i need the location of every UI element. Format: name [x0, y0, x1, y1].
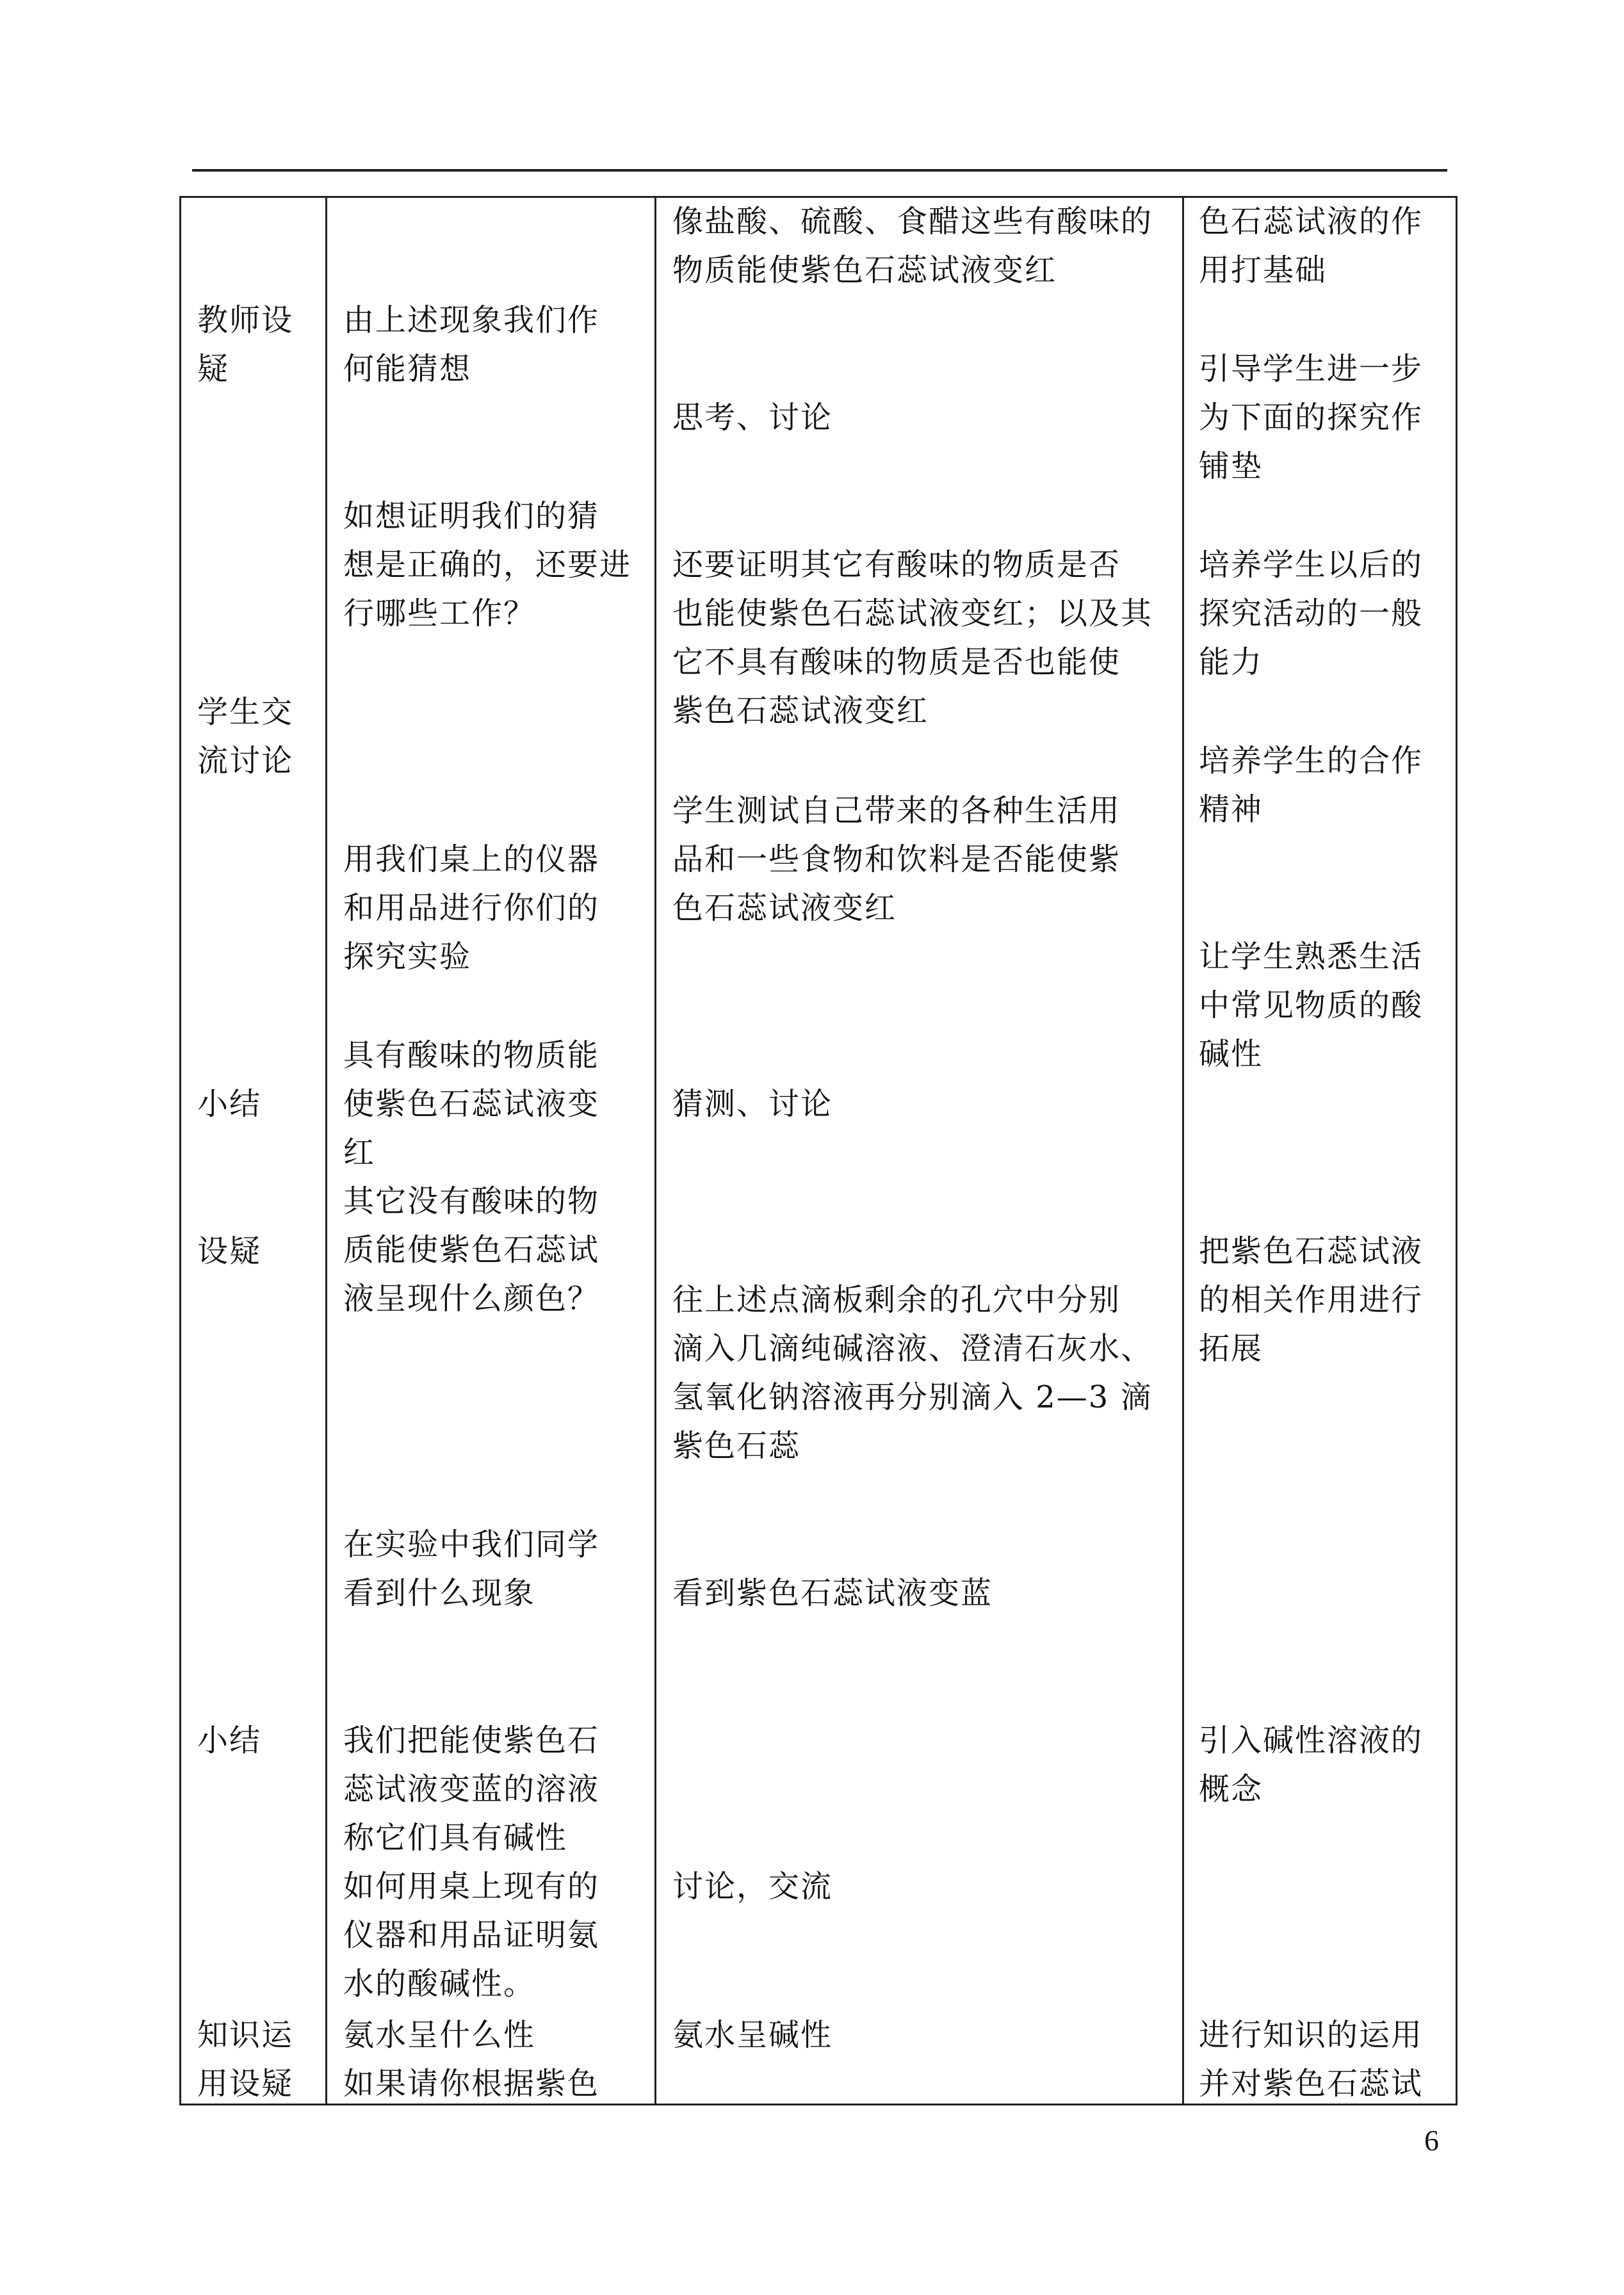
student-drops-1: 往上述点滴板剩余的孔穴中分别: [672, 1282, 1121, 1318]
teacher-phenomenon-1: 在实验中我们同学: [343, 1527, 600, 1562]
intent-expand-2: 的相关作用进行: [1199, 1282, 1424, 1318]
student-see-blue: 看到紫色石蕊试液变蓝: [672, 1575, 993, 1611]
student-drops-2: 滴入几滴纯碱溶液、澄清石灰水、: [672, 1331, 1153, 1366]
column-divider-1: [325, 196, 327, 2105]
intent-familiar-2: 中常见物质的酸: [1199, 987, 1424, 1023]
intent-concept-1: 引入碱性溶液的: [1199, 1723, 1424, 1758]
student-guess-discuss: 猜测、讨论: [672, 1086, 833, 1122]
stage-knowledge-application-1: 知识运: [197, 2017, 294, 2053]
teacher-conclusion-2: 使紫色石蕊试液变: [343, 1086, 600, 1122]
teacher-prove-2: 想是正确的，还要进: [343, 547, 632, 583]
student-drops-3: 氢氧化钠溶液再分别滴入 2—3 滴: [672, 1379, 1153, 1415]
intent-expand-1: 把紫色石蕊试液: [1199, 1233, 1424, 1269]
teacher-guess-2: 何能猜想: [343, 351, 472, 387]
teacher-define-1: 我们把能使紫色石: [343, 1723, 600, 1758]
student-also-prove-2: 也能使紫色石蕊试液变红；以及其: [672, 596, 1153, 631]
teacher-guess-1: 由上述现象我们作: [343, 302, 600, 338]
teacher-conclusion-1: 具有酸味的物质能: [343, 1037, 600, 1073]
teacher-define-3: 称它们具有碱性: [343, 1820, 568, 1856]
teacher-experiment-1: 用我们桌上的仪器: [343, 841, 600, 877]
teacher-define-2: 蕊试液变蓝的溶液: [343, 1771, 600, 1807]
header-rule: [192, 169, 1447, 172]
intent-ability-3: 能力: [1199, 644, 1263, 680]
intent-apply-1: 进行知识的运用: [1199, 2017, 1424, 2053]
stage-student-discussion-2: 流讨论: [197, 743, 294, 779]
teacher-other-3: 液呈现什么颜色？: [343, 1281, 600, 1317]
teacher-other-1: 其它没有酸味的物: [343, 1183, 600, 1219]
teacher-ammonia-how-3: 水的酸碱性。: [343, 1966, 536, 2002]
stage-question: 设疑: [197, 1233, 262, 1269]
intent-foundation-2: 用打基础: [1199, 252, 1328, 288]
intent-familiar-1: 让学生熟悉生活: [1199, 939, 1424, 975]
intent-guide-2: 为下面的探究作: [1199, 400, 1424, 435]
intent-expand-3: 拓展: [1199, 1331, 1263, 1366]
stage-teacher-question-2: 疑: [197, 351, 230, 387]
teacher-experiment-3: 探究实验: [343, 939, 472, 975]
intent-guide-3: 铺垫: [1199, 448, 1263, 484]
student-acids-2: 物质能使紫色石蕊试液变红: [672, 252, 1057, 288]
teacher-experiment-2: 和用品进行你们的: [343, 890, 600, 926]
intent-concept-2: 概念: [1199, 1771, 1263, 1807]
student-test-2: 品和一些食物和饮料是否能使紫: [672, 841, 1121, 877]
teacher-conclusion-3: 红: [343, 1135, 376, 1171]
student-also-prove-3: 它不具有酸味的物质是否也能使: [672, 644, 1121, 680]
stage-summary-1: 小结: [197, 1086, 262, 1122]
student-test-3: 色石蕊试液变红: [672, 890, 897, 926]
teacher-prove-1: 如想证明我们的猜: [343, 498, 600, 534]
teacher-ammonia-how-1: 如何用桌上现有的: [343, 1869, 600, 1904]
teacher-prove-3: 行哪些工作？: [343, 596, 536, 631]
intent-guide-1: 引导学生进一步: [1199, 351, 1424, 387]
intent-foundation-1: 色石蕊试液的作: [1199, 204, 1424, 239]
intent-ability-1: 培养学生以后的: [1199, 547, 1424, 583]
intent-cooperation-2: 精神: [1199, 791, 1263, 827]
stage-knowledge-application-2: 用设疑: [197, 2066, 294, 2102]
student-also-prove-1: 还要证明其它有酸味的物质是否: [672, 547, 1121, 583]
teacher-phenomenon-2: 看到什么现象: [343, 1575, 536, 1611]
student-drops-4: 紫色石蕊: [672, 1428, 801, 1464]
student-acids-1: 像盐酸、硫酸、食醋这些有酸味的: [672, 204, 1153, 239]
column-divider-3: [1182, 196, 1184, 2105]
stage-teacher-question-1: 教师设: [197, 302, 294, 338]
intent-familiar-3: 碱性: [1199, 1036, 1263, 1072]
student-also-prove-4: 紫色石蕊试液变红: [672, 693, 929, 729]
teacher-other-2: 质能使紫色石蕊试: [343, 1232, 600, 1268]
column-divider-2: [654, 196, 656, 2105]
teacher-if-you: 如果请你根据紫色: [343, 2066, 600, 2102]
student-discuss-exchange: 讨论，交流: [672, 1869, 833, 1904]
student-test-1: 学生测试自己带来的各种生活用: [672, 793, 1121, 829]
stage-student-discussion-1: 学生交: [197, 694, 294, 730]
page-number: 6: [1424, 2124, 1439, 2157]
stage-summary-2: 小结: [197, 1723, 262, 1758]
intent-cooperation-1: 培养学生的合作: [1199, 743, 1424, 779]
teacher-ammonia-how-2: 仪器和用品证明氨: [343, 1917, 600, 1953]
intent-apply-2: 并对紫色石蕊试: [1199, 2066, 1424, 2102]
student-ammonia-basic: 氨水呈碱性: [672, 2017, 833, 2053]
student-think: 思考、讨论: [672, 400, 833, 435]
intent-ability-2: 探究活动的一般: [1199, 596, 1424, 631]
teacher-ammonia-nature: 氨水呈什么性: [343, 2017, 536, 2053]
